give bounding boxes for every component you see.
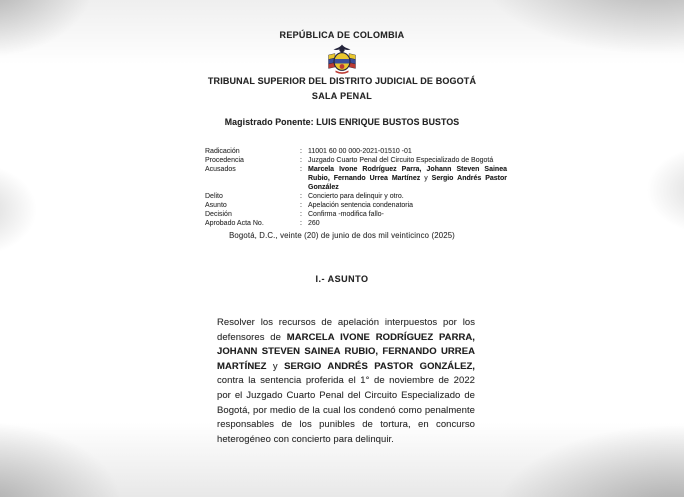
row-label: Acusados (205, 166, 236, 173)
row-value: 11001 60 00 000-2021-01510 -01 (308, 148, 412, 155)
row-label: Decisión (205, 211, 232, 218)
paragraph-text: y (266, 360, 285, 372)
ruling-summary-paragraph (217, 316, 475, 447)
row-label: Asunto (205, 202, 227, 209)
row-colon: : (300, 202, 302, 209)
magistrate-line: Magistrado Ponente: LUIS ENRIQUE BUSTOS BUSTOS (224, 117, 460, 127)
case-info-row-procedencia (205, 156, 507, 165)
row-colon: : (300, 166, 302, 173)
defendant-names-bold: SERGIO ANDRÉS PASTOR GONZÁLEZ, (284, 360, 475, 372)
accused-joiner: y (420, 175, 432, 182)
row-label: Radicación (205, 148, 240, 155)
defendant-names-bold: MARCELA IVONE RODRÍGUEZ PARRA, JOHANN STEVEN SAINEA RUBIO, FERNANDO URREA MARTÍNEZ (217, 331, 475, 372)
case-info-row-acusados (205, 165, 507, 192)
row-value: 260 (308, 220, 320, 227)
case-info-row-asunto (205, 201, 507, 210)
case-info-table (205, 147, 507, 228)
accused-names-bold: Marcela Ivone Rodríguez Parra, Johann Steven Sainea Rubio, Fernando Urrea Martínez (308, 166, 507, 182)
colombia-coat-of-arms-icon (325, 44, 359, 76)
row-value: Apelación sentencia condenatoria (308, 202, 414, 209)
paragraph-text: contra la sentencia proferida el 1° de noviembre de 2022 por el Juzgado Cuarto Penal del Circuito Especializado de Bogotá, por medio de la cual los condenó como penalmente responsables de los punibles de tortura, en concurso heterogéneo con concierto para delinquir. (217, 375, 475, 445)
row-label: Procedencia (205, 157, 244, 164)
accused-names-bold: Sergio Andrés Pastor González (308, 175, 507, 191)
date-place-line: Bogotá, D.C., veinte (20) de junio de dos mil veinticinco (2025) (229, 231, 455, 240)
row-value: Juzgado Cuarto Penal del Circuito Especializado de Bogotá (308, 157, 494, 164)
row-colon: : (300, 193, 302, 200)
chamber-title: SALA PENAL (311, 91, 373, 101)
row-label: Delito (205, 193, 223, 200)
row-colon: : (300, 148, 302, 155)
row-value: Concierto para delinquir y otro. (308, 193, 404, 200)
case-info-row-delito (205, 192, 507, 201)
republic-title: REPÚBLICA DE COLOMBIA (279, 30, 405, 40)
section-heading-asunto: I.- ASUNTO (315, 274, 369, 284)
case-info-row-radicacion (205, 147, 507, 156)
row-colon: : (300, 157, 302, 164)
case-info-row-decision (205, 210, 507, 219)
row-colon: : (300, 220, 302, 227)
row-label: Aprobado Acta No. (205, 220, 264, 227)
tribunal-title: TRIBUNAL SUPERIOR DEL DISTRITO JUDICIAL DE BOGOTÁ (207, 76, 477, 86)
row-colon: : (300, 211, 302, 218)
row-value: Confirma -modifica fallo- (308, 211, 384, 218)
paragraph-text: Resolver los recursos de apelación interpuestos por los defensores de (217, 317, 475, 343)
case-info-row-acta (205, 219, 507, 228)
row-value (308, 165, 507, 192)
